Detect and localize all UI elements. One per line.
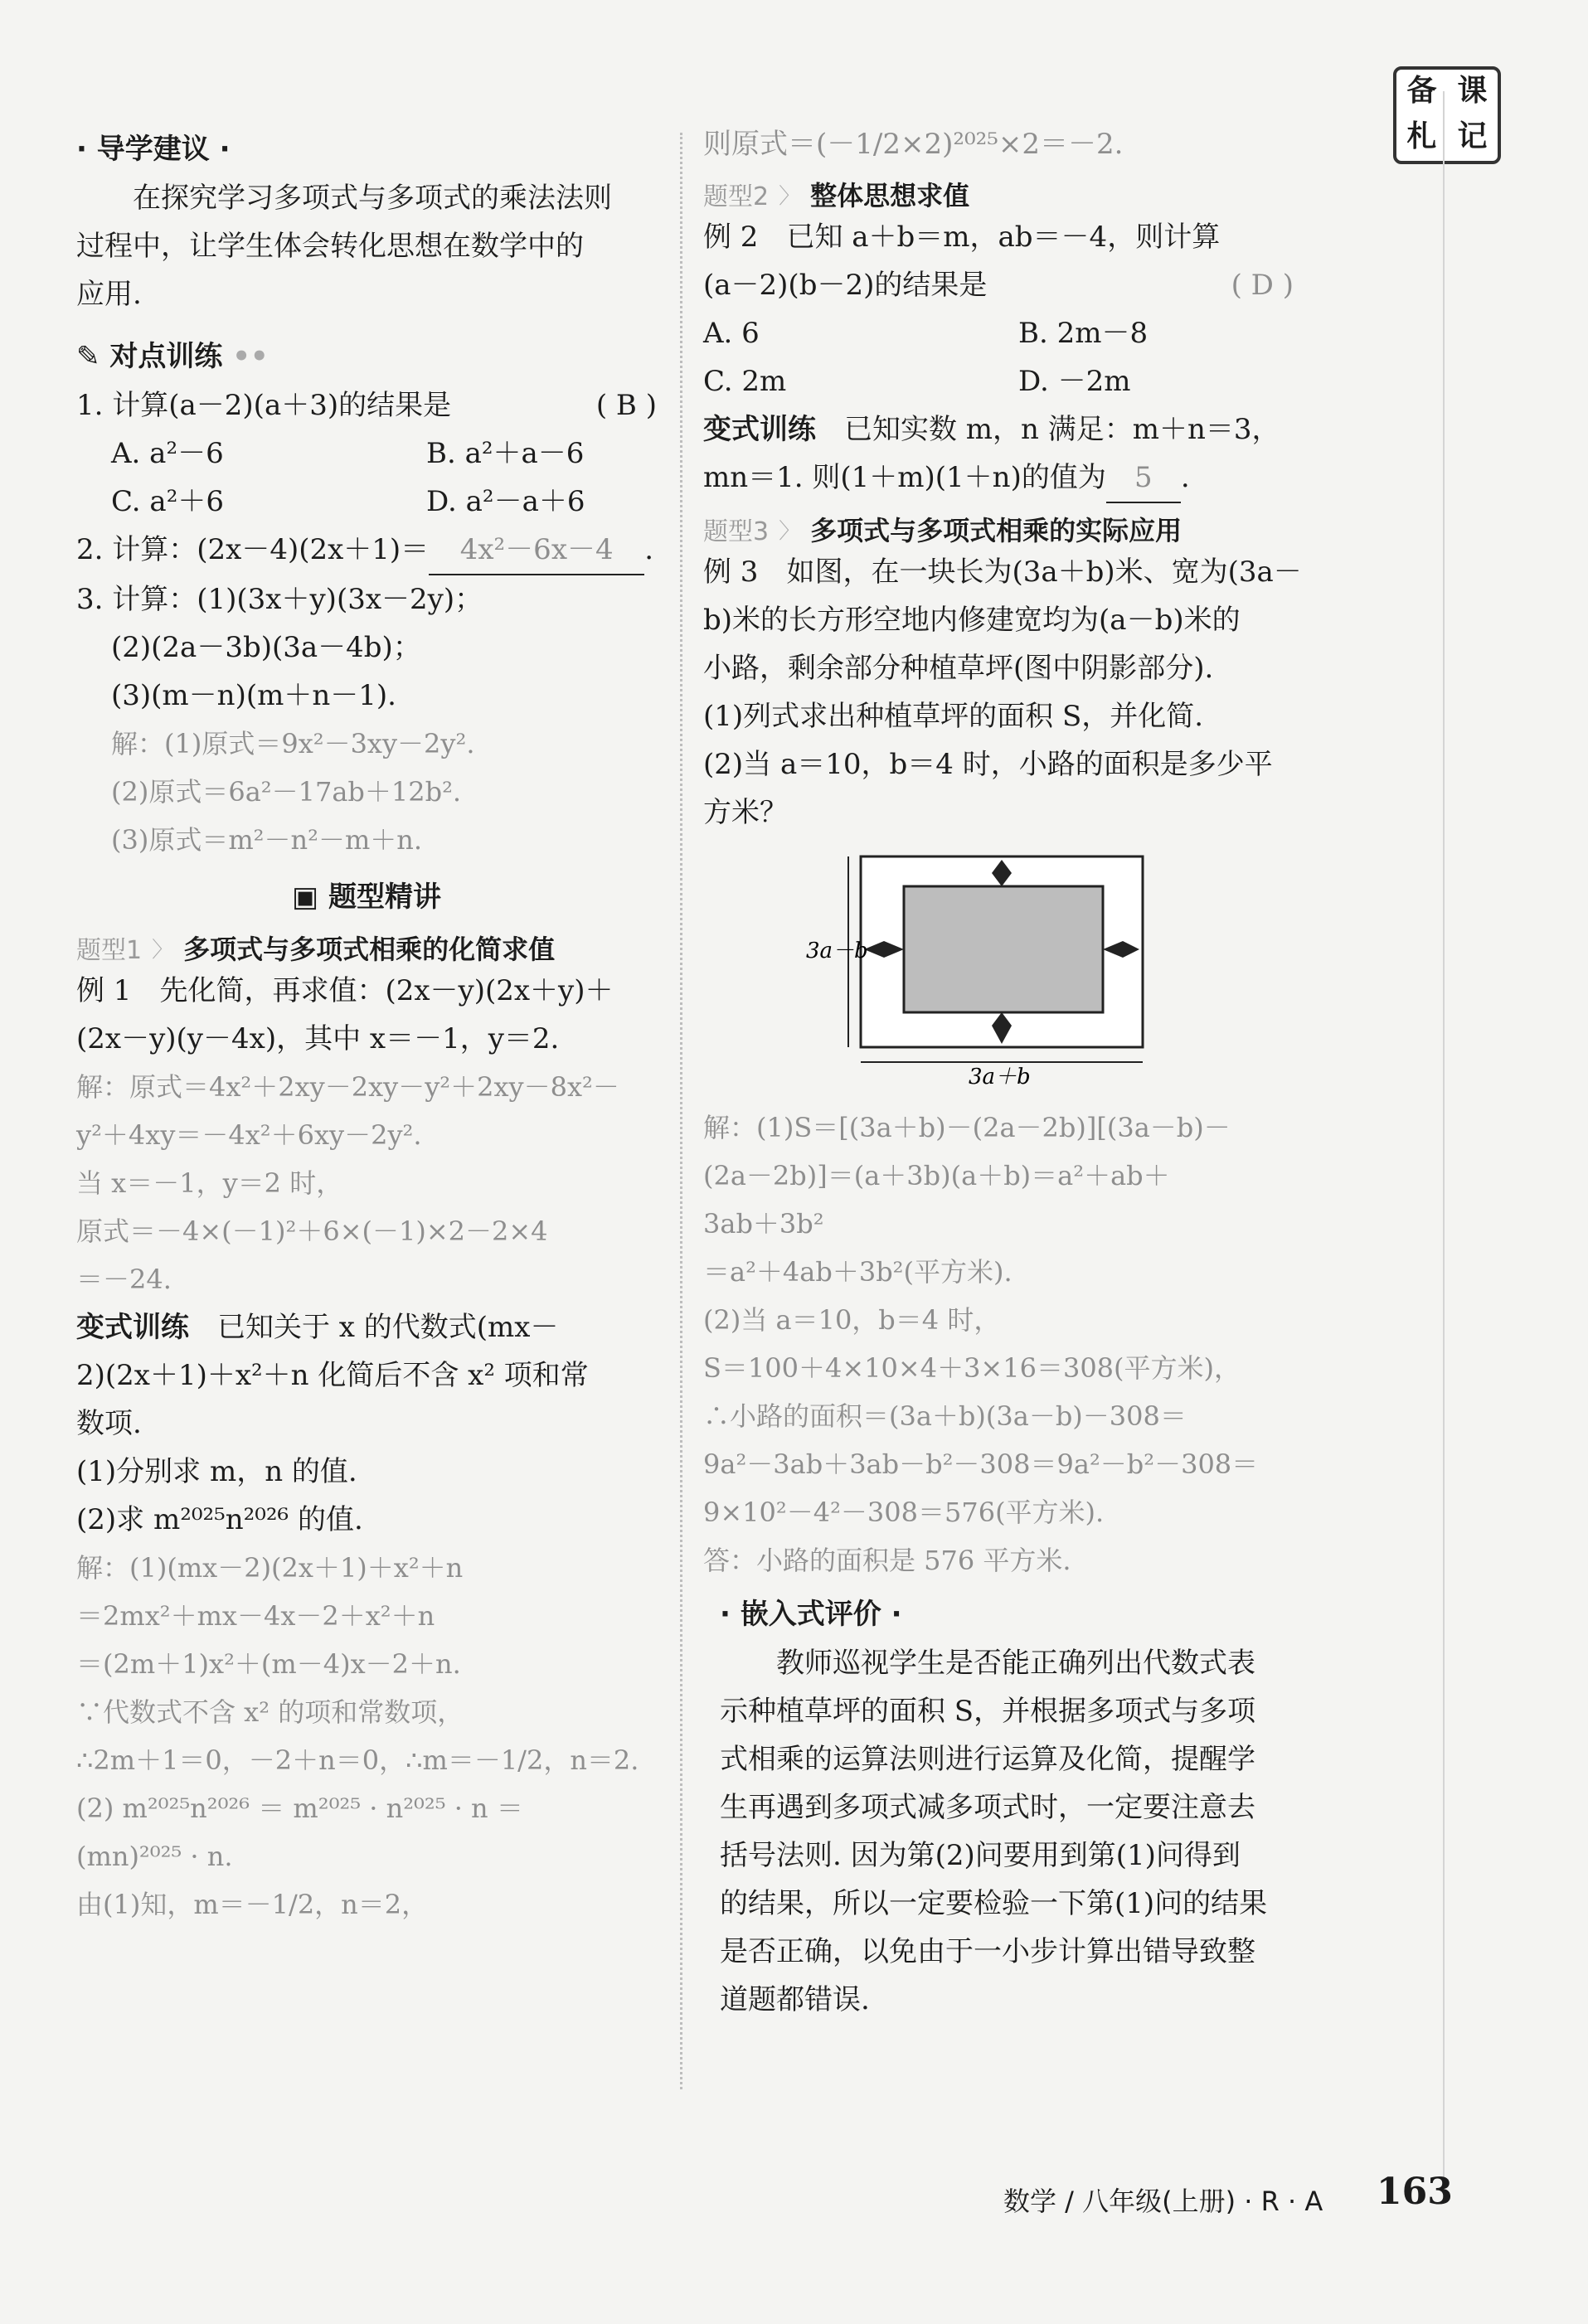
- question-1-answer: ( B ): [595, 389, 657, 422]
- solution-line: S＝100＋4×10×4＋3×16＝308(平方米)，: [703, 1352, 1241, 1384]
- example-3: (2)当 a＝10，b＝4 时，小路的面积是多少平: [703, 748, 1273, 781]
- footer-text: 数学 / 八年级(上册) · R · A: [1003, 2186, 1323, 2217]
- eval-text: 教师巡视学生是否能正确列出代数式表: [776, 1647, 1255, 1680]
- solution-line: ＝(2m＋1)x²＋(m－4)x－2＋n.: [76, 1648, 461, 1680]
- variant-label: 变式训练: [76, 1311, 189, 1344]
- question-3-part: (2)(2a－3b)(3a－4b)；: [111, 631, 421, 664]
- type-tag: 题型2: [703, 182, 770, 211]
- stamp-char: 记: [1457, 119, 1488, 153]
- variant-1: (1)分别求 m，n 的值.: [76, 1455, 357, 1488]
- chevron-right-icon: 〉: [779, 183, 801, 209]
- solution-line: ∴2m＋1＝0，－2＋n＝0，∴m＝－1/2，n＝2.: [76, 1744, 639, 1776]
- variant-1: 数项.: [76, 1407, 142, 1440]
- question-2-suffix: .: [644, 533, 653, 566]
- solution-line: (2)原式＝6a²－17ab＋12b².: [111, 776, 462, 808]
- solution-line: ＝－24.: [76, 1264, 172, 1295]
- guide-text: 过程中，让学生体会转化思想在数学中的: [76, 230, 584, 263]
- type-tag: 题型3: [703, 517, 770, 546]
- eval-title: · 嵌入式评价 ·: [720, 1598, 902, 1631]
- section-title: [76, 872, 657, 922]
- margin-line: [1443, 91, 1445, 2197]
- variant-text: 已知关于 x 的代数式(mx－: [217, 1311, 559, 1344]
- stamp-char: 课: [1457, 74, 1488, 108]
- variant-text: mn＝1. 则(1＋m)(1＋n)的值为: [703, 461, 1106, 494]
- solution-line: 由(1)知，m＝－1/2，n＝2，: [76, 1889, 429, 1920]
- dots-icon: ••: [232, 340, 269, 373]
- solution-line: 当 x＝－1，y＝2 时，: [76, 1167, 343, 1199]
- type-3-header: [703, 510, 1294, 548]
- practice-title-text: 对点训练: [109, 340, 223, 373]
- option: A. 6: [703, 317, 760, 350]
- question-1: [76, 381, 657, 429]
- solution-line: (3)原式＝m²－n²－m＋n.: [111, 824, 423, 856]
- options-row: [76, 478, 657, 526]
- variant-1: [76, 1303, 657, 1351]
- lesson-notes-stamp: [1393, 66, 1501, 164]
- example-2: 例 2 已知 a＋b＝m，ab＝－4，则计算: [703, 221, 1221, 254]
- example-1: 例 1 先化简，再求值：(2x－y)(2x＋y)＋: [76, 974, 614, 1007]
- stamp-char: 备: [1406, 74, 1437, 108]
- question-2-answer: 4x²－6x－4: [429, 526, 644, 575]
- option: C. a²＋6: [111, 485, 224, 518]
- garden-diagram: [803, 848, 1168, 1089]
- solution-line: 解：(1)(mx－2)(2x＋1)＋x²＋n: [76, 1552, 464, 1584]
- chevron-right-icon: 〉: [152, 937, 174, 963]
- option: B. a²＋a－6: [426, 437, 585, 470]
- solution-line: y²＋4xy＝－4x²＋6xy－2y².: [76, 1119, 422, 1151]
- solution-line: ∴小路的面积＝(3a＋b)(3a－b)－308＝: [703, 1400, 1187, 1432]
- solution-line: 解：原式＝4x²＋2xy－2xy－y²＋2xy－8x²－: [76, 1071, 619, 1103]
- eval-text: 是否正确，以免由于一小步计算出错导致整: [720, 1935, 1255, 1968]
- example-3: (1)列式求出种植草坪的面积 S，并化简.: [703, 700, 1204, 733]
- question-3-part: (3)(m－n)(m＋n－1).: [111, 679, 396, 712]
- example-3: b)米的长方形空地内修建宽均为(a－b)米的: [703, 604, 1241, 637]
- eval-text: 道题都错误.: [720, 1983, 870, 2016]
- eval-text: 括号法则. 因为第(2)问要用到第(1)问得到: [720, 1839, 1241, 1872]
- options-row: [703, 357, 1294, 405]
- chevron-right-icon: 〉: [779, 518, 801, 544]
- example-3: 例 3 如图，在一块长为(3a＋b)米、宽为(3a－: [703, 556, 1302, 589]
- guide-text: 在探究学习多项式与多项式的乘法法则: [133, 182, 612, 215]
- question-1-text: 1. 计算(a－2)(a＋3)的结果是: [76, 389, 452, 422]
- option: C. 2m: [703, 365, 787, 398]
- column-divider: [680, 133, 682, 2089]
- eval-text: 的结果，所以一定要检验一下第(1)问的结果: [720, 1887, 1268, 1920]
- pencil-icon: ✎: [76, 340, 100, 373]
- guide-title: · 导学建议 ·: [76, 133, 231, 166]
- type-1-header: [76, 929, 657, 967]
- solution-line: 原式＝－4×(－1)²＋6×(－1)×2－2×4: [76, 1215, 548, 1247]
- type-tag: 题型1: [76, 936, 143, 965]
- right-column: [703, 120, 1302, 2024]
- solution-line: (2a－2b)]＝(a＋3b)(a＋b)＝a²＋ab＋: [703, 1160, 1170, 1191]
- solution-line: (2) m²⁰²⁵n²⁰²⁶ ＝ m²⁰²⁵ · n²⁰²⁵ · n ＝: [76, 1793, 523, 1824]
- variant-text: 已知实数 m，n 满足：m＋n＝3，: [844, 413, 1280, 446]
- height-label: 3a－b: [806, 939, 868, 963]
- solution-line: 解：(1)原式＝9x²－3xy－2y².: [111, 728, 475, 759]
- option: D. －2m: [1018, 365, 1131, 398]
- variant-label: 变式训练: [703, 413, 816, 446]
- options-row: [703, 309, 1294, 357]
- section-title-text: 题型精讲: [328, 881, 441, 914]
- type-title: 多项式与多项式相乘的化简求值: [183, 934, 556, 965]
- type-title: 多项式与多项式相乘的实际应用: [810, 515, 1183, 546]
- section-icon: ▣: [292, 881, 319, 914]
- example-1: (2x－y)(y－4x)，其中 x＝－1，y＝2.: [76, 1022, 560, 1055]
- type-title: 整体思想求值: [810, 180, 970, 211]
- solution-line: ＝2mx²＋mx－4x－2＋x²＋n: [76, 1600, 435, 1632]
- width-label: 3a＋b: [969, 1065, 1031, 1089]
- option: B. 2m－8: [1018, 317, 1149, 350]
- practice-title: [76, 332, 657, 381]
- example-2-text: (a－2)(b－2)的结果是: [703, 269, 988, 302]
- solution-line: 3ab＋3b²: [703, 1208, 824, 1240]
- question-3: 3. 计算：(1)(3x＋y)(3x－2y)；: [76, 583, 483, 616]
- solution-line: 答：小路的面积是 576 平方米.: [703, 1545, 1071, 1576]
- lawn-area: [904, 886, 1103, 1012]
- eval-text: 式相乘的运算法则进行运算及化简，提醒学: [720, 1743, 1255, 1776]
- question-2: [76, 526, 657, 575]
- option: D. a²－a＋6: [426, 485, 585, 518]
- solution-line: (2)当 a＝10，b＝4 时，: [703, 1304, 1001, 1336]
- solution-line: (mn)²⁰²⁵ · n.: [76, 1841, 233, 1872]
- left-column: [76, 124, 657, 1929]
- type-2-header: [703, 175, 1294, 213]
- solution-line: 9a²－3ab＋3ab－b²－308＝9a²－b²－308＝: [703, 1448, 1259, 1480]
- variant-1: (2)求 m²⁰²⁵n²⁰²⁶ 的值.: [76, 1503, 363, 1536]
- variant-2: [703, 405, 1294, 454]
- example-3: 方米？: [703, 796, 788, 829]
- solution-line: 则原式＝(－1/2×2)²⁰²⁵×2＝－2.: [703, 128, 1124, 161]
- stamp-char: 札: [1406, 119, 1437, 153]
- solution-line: 解：(1)S＝[(3a＋b)－(2a－2b)][(3a－b)－: [703, 1112, 1231, 1143]
- solution-line: ＝a²＋4ab＋3b²(平方米).: [703, 1256, 1013, 1288]
- variant-2-answer: 5: [1106, 454, 1181, 503]
- example-2-answer: ( D ): [1231, 269, 1294, 302]
- eval-text: 生再遇到多项式减多项式时，一定要注意去: [720, 1791, 1255, 1824]
- option: A. a²－6: [111, 437, 224, 470]
- example-2: [703, 261, 1294, 309]
- page-number: 163: [1377, 2171, 1453, 2213]
- example-3: 小路，剩余部分种植草坪(图中阴影部分).: [703, 652, 1214, 685]
- guide-text: 应用.: [76, 278, 142, 311]
- eval-text: 示种植草坪的面积 S，并根据多项式与多项: [720, 1695, 1256, 1728]
- question-2-text: 2. 计算：(2x－4)(2x＋1)＝: [76, 533, 430, 566]
- options-row: [76, 429, 657, 478]
- variant-1: 2)(2x＋1)＋x²＋n 化简后不含 x² 项和常: [76, 1359, 589, 1392]
- solution-line: ∵代数式不含 x² 的项和常数项，: [76, 1696, 464, 1728]
- solution-line: 9×10²－4²－308＝576(平方米).: [703, 1497, 1105, 1528]
- variant-2: mn＝1. 则(1＋m)(1＋n)的值为 5 .: [703, 454, 1294, 503]
